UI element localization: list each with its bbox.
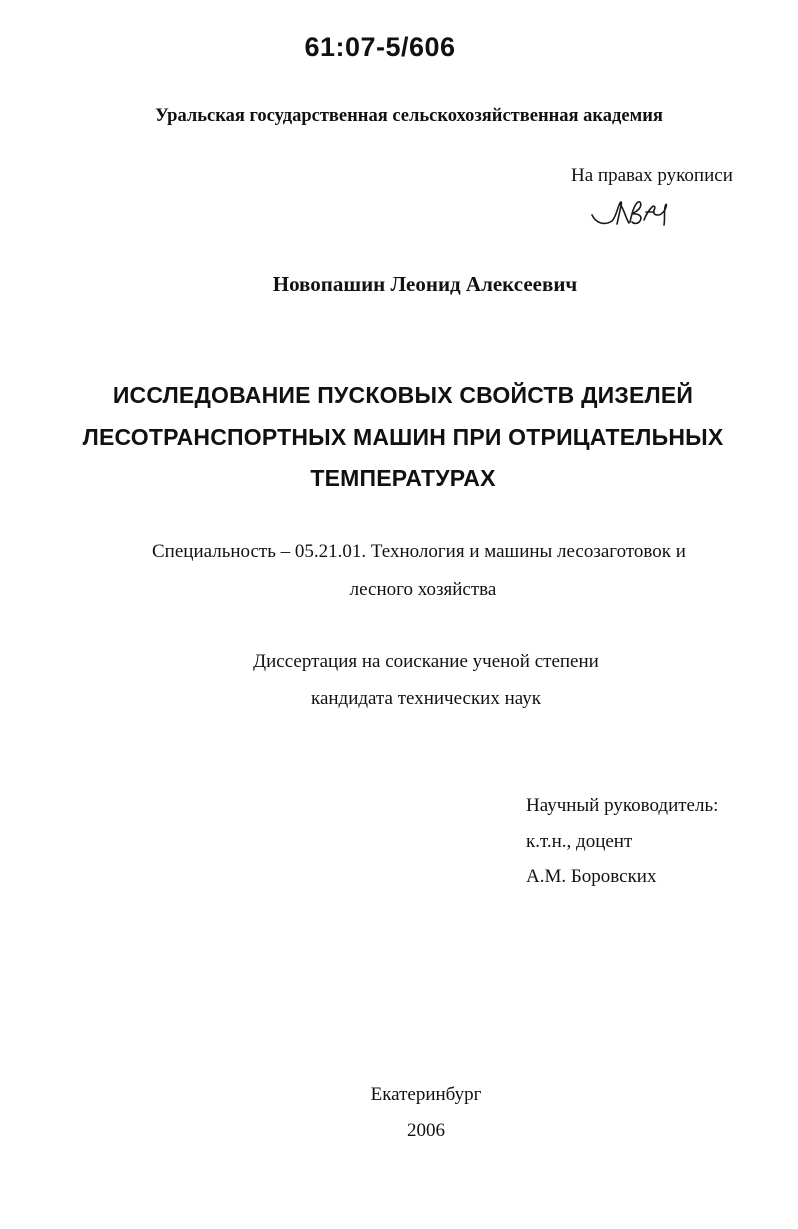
archive-code: 61:07-5/606	[304, 32, 456, 62]
manuscript-rights-note: На правах рукописи	[571, 165, 733, 186]
handwritten-signature	[586, 193, 676, 233]
dissertation-degree-line-1: Диссертация на соискание ученой степени	[253, 651, 599, 672]
thesis-title-line-2: ЛЕСОТРАНСПОРТНЫХ МАШИН ПРИ ОТРИЦАТЕЛЬНЫХ	[82, 424, 724, 450]
specialty-line-2: лесного хозяйства	[349, 579, 497, 600]
thesis-title-line-3: ТЕМПЕРАТУРАХ	[310, 465, 496, 491]
supervisor-label: Научный руководитель:	[526, 795, 719, 816]
author-name: Новопашин Леонид Алексеевич	[272, 272, 578, 296]
city: Екатеринбург	[370, 1084, 482, 1105]
year: 2006	[407, 1120, 445, 1141]
supervisor-name: А.М. Боровских	[526, 866, 657, 887]
specialty-line-1: Специальность – 05.21.01. Технология и машины лесозаготовок и	[152, 541, 686, 562]
supervisor-degree: к.т.н., доцент	[526, 831, 633, 852]
dissertation-degree-line-2: кандидата технических наук	[311, 688, 541, 709]
institution-name: Уральская государственная сельскохозяйственная академия	[155, 106, 663, 126]
thesis-title-line-1: ИССЛЕДОВАНИЕ ПУСКОВЫХ СВОЙСТВ ДИЗЕЛЕЙ	[112, 382, 694, 408]
